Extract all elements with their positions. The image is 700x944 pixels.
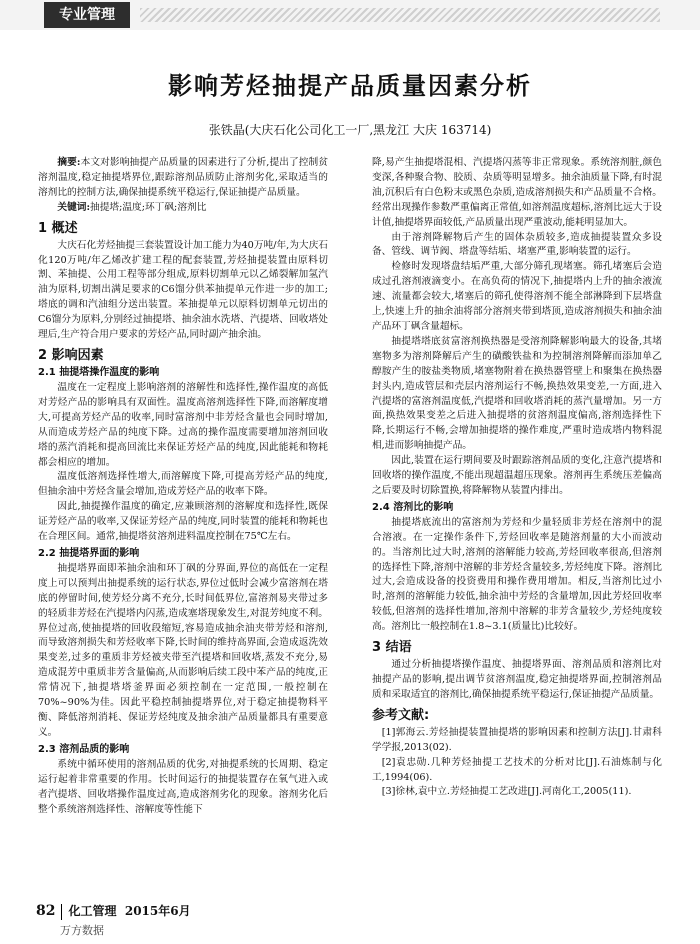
paragraph: 通过分析抽提塔操作温度、抽提塔界面、溶剂品质和溶剂比对抽提产品的影响,提出调节贫溶剂温度,稳定抽提塔界面,控制溶剂品质和采取适宜的溶剂比,确保抽提系统平稳运行,保证抽提产品质量。 [372, 659, 662, 700]
paragraph: 检修时发现塔盘结垢严重,大部分筛孔现堵塞。筛孔堵塞后会造成过孔溶剂液滴变小。在高负荷的情况下,抽提塔内上升的抽余液流速、流量都会较大,堵塞后的筛孔使得溶剂不能全部淋降到下层塔盘上,快速上升的抽余油将部分溶剂夹带到塔顶,造成溶剂损失和抽余油产品环丁砜含量超标。 [372, 261, 662, 332]
section-heading: 1 概述 [38, 220, 78, 236]
paragraph: 大庆石化芳烃抽提三套装置设计加工能力为40万吨/年,为大庆石化120万吨/年乙烯改扩建工程的配套装置,芳烃抽提装置由原料切割、苯抽提、公用工程等部分组成,原料切割单元以乙烯裂解加氢汽油为原料,切割出满足要求的C6馏分供苯抽提单元作进一步的加工;塔底的调和汽油组分送出装置。苯抽提单元以原料切割单元切出的C6馏分为原料,分别经过抽提塔、抽余油水洗塔、汽提塔、回收塔处理后,生产符合用户要求的芳烃产品,同时副产抽余油。 [38, 239, 328, 341]
paragraph: 因此,装置在运行期间要及时跟踪溶剂品质的变化,注意汽提塔和回收塔的操作温度,不能出现超温超压现象。溶剂再生系统压差偏高之后要及时切除置换,将降解物从装置内排出。 [372, 455, 662, 496]
right-column [372, 156, 662, 800]
article-title: 影响芳烃抽提产品质量因素分析 [168, 72, 532, 100]
keywords [38, 201, 328, 216]
footer-divider [61, 904, 62, 920]
watermark: 万方数据 [60, 924, 104, 937]
keywords-label: 关键词: [57, 201, 91, 213]
subsection-heading: 2.3 溶剂品质的影响 [38, 743, 130, 755]
paragraph: 由于溶剂降解物后产生的固体杂质较多,造成抽提装置众多设备、管线、调节阀、塔盘等结垢、堵塞严重,影响装置的运行。 [372, 231, 662, 258]
issue-date: 2015年6月 [124, 904, 191, 918]
subsection-heading: 2.2 抽提塔界面的影响 [38, 547, 140, 559]
paragraph: 系统中循环使用的溶剂品质的优劣,对抽提系统的长周期、稳定运行起着非常重要的作用。长时间运行的抽提装置存在氧气进入或者汽提塔、回收塔操作温度过高,造成溶剂劣化的现象。溶剂劣化后整个系统溶剂选择性、溶解度等性能下 [38, 758, 328, 815]
paragraph: 因此,抽提操作温度的确定,应兼顾溶剂的溶解度和选择性,既保证芳烃产品的收率,又保证芳烃产品的纯度,同时装置的能耗和物耗也在合理区间。通常,抽提塔贫溶剂进料温度控制在75℃左右。 [38, 501, 328, 543]
reference-item: [2]袁忠勋.几种芳烃抽提工艺技术的分析对比[J].石油炼制与化工,1994(06). [372, 756, 662, 783]
keywords-text: 抽提塔;温度;环丁砜;溶剂比 [90, 201, 207, 213]
section-tab: 专业管理 [44, 2, 130, 28]
header-pattern [140, 8, 660, 22]
subsection-heading: 2.1 抽提塔操作温度的影响 [38, 366, 160, 378]
journal-name: 化工管理 [68, 904, 117, 918]
page-number: 82 [36, 903, 56, 919]
paragraph: 抽提塔塔底贫富溶剂换热器是受溶剂降解影响最大的设备,其堵塞物多为溶剂降解后产生的磺酸铁盐和为控制溶剂降解而添加单乙醇胺产生的胺盐类物质,堵塞物附着在换热器管壁上和聚集在换热器封头内,造成管层和壳层内溶剂运行不畅,换热效果变差,一方面,进入汽提塔的富溶剂温度低,汽提塔和回收塔消耗的蒸汽量增加。另一方面,换热效果变差之后进入抽提塔的贫溶剂温度偏高,溶剂选择性下降,长期运行不畅,会增加抽提塔的操作难度,严重时造成塔内物料混相,进而影响抽提产品。 [372, 335, 662, 452]
paragraph: 抽提塔底流出的富溶剂为芳烃和少量轻质非芳烃在溶剂中的混合溶液。在一定操作条件下,芳烃回收率是随溶剂量的大小而波动的。当溶剂比过大时,溶剂的溶解能力较高,芳烃回收率很高,但溶剂的选择性下降,溶剂中溶解的非芳烃含量较多,芳烃纯度下降。溶剂比过大,会造成设备的投资费用和操作费用增加。相反,当溶剂比过小时,溶剂的溶解能力较低,抽余油中芳烃的含量增加,因此芳烃回收率较低,但溶剂的选择性增加,溶剂中溶解的非芳含量较少,芳烃纯度较高。溶剂比一般控制在1.8~3.1(质量比)比较好。 [372, 516, 662, 633]
paragraph: 降,易产生抽提塔混相、汽提塔闪蒸等非正常现象。系统溶剂脏,颜色变深,各种聚合物、胶质、杂质等明显增多。抽余油质量下降,有时混油,沉积后有白色粉末或黑色杂质,造成溶剂损失和产品质量不合格。经常出现操作参数严重偏离正常值,如溶剂温度超标,溶剂比远大于设计值,抽提塔界面较低,产品质量出现严重波动,能耗明显加大。 [372, 157, 662, 228]
author-line: 张铁晶(大庆石化公司化工一厂,黑龙江 大庆 163714) [208, 123, 492, 137]
reference-item: [1]郭海云.芳烃抽提装置抽提塔的影响因素和控制方法[J].甘肃科学学报,2013(02). [372, 726, 662, 753]
subsection-heading: 2.4 溶剂比的影响 [372, 501, 454, 513]
section-heading: 2 影响因素 [38, 347, 104, 363]
abstract [38, 156, 328, 201]
section-header-bar [0, 0, 700, 30]
paragraph: 温度低溶剂选择性增大,而溶解度下降,可提高芳烃产品的纯度,但抽余油中芳烃含量会增加,造成芳烃产品的收率下降。 [38, 471, 328, 498]
section-heading: 3 结语 [372, 640, 412, 656]
paragraph: 抽提塔界面即苯抽余油和环丁砜的分界面,界位的高低在一定程度上可以预判出抽提系统的运行状态,界位过低时会减少富溶剂在塔底的停留时间,使芳烃分离不充分,长时间低界位,富溶剂易夹带过多的轻质非芳烃在汽提塔内闪蒸,造成塞塔现象发生,对混芳纯度不利。界位过高,使抽提塔的回收段缩短,容易造成抽余油夹带芳烃和溶剂,而导致溶剂损失和芳烃收率下降,长时间的维持高界面,会造成返洗效果变差,过多的重质非芳烃被夹带至汽提塔和回收塔,蒸发不充分,易造成混芳中重质非芳含量偏高,从而影响后续工段中苯产品的纯度,正常情况下,抽提塔塔釜界面必须控制在一定范围,一般控制在70%~90%为佳。因此平稳控制抽提塔界位,对于稳定抽提物料平衡、降低溶剂消耗、保证芳烃纯度及抽余油产品质量都具有重要意义。 [38, 562, 328, 738]
abstract-text: 本文对影响抽提产品质量的因素进行了分析,提出了控制贫溶剂温度,稳定抽提塔界位,跟踪溶剂品质防止溶剂劣化,采取适当的溶剂比的控制方法,确保抽提系统平稳运行,保证抽提产品质量。 [38, 157, 329, 198]
paragraph: 温度在一定程度上影响溶剂的溶解性和选择性,操作温度的高低对芳烃产品的影响具有双面性。温度高溶剂选择性下降,而溶解度增大,可提高芳烃产品的收率,同时富溶剂中非芳烃含量也会同时增加,从而造成芳烃产品的纯度下降。过高的操作温度需要增加溶剂回收塔的蒸汽消耗和提高回流比来保证芳烃产品的纯度,因此能耗和物耗都会相应的增加。 [38, 381, 328, 468]
left-column [38, 156, 328, 817]
page-footer [36, 902, 191, 920]
reference-item: [3]徐林,袁中立.芳烃抽提工艺改进[J].河南化工,2005(11). [381, 786, 632, 798]
references-heading: 参考文献: [372, 707, 430, 723]
abstract-label: 摘要: [57, 157, 81, 168]
